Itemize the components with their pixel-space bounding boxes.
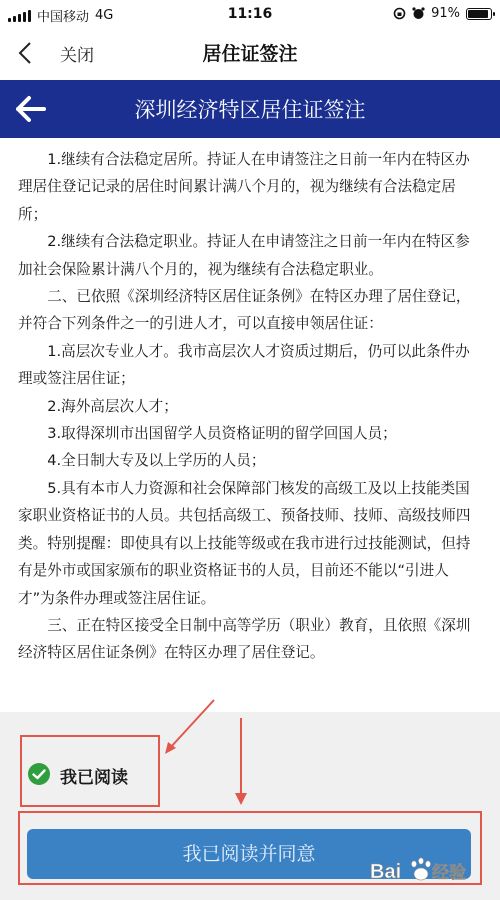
terms-paragraph: 三、正在特区接受全日制中高等学历（职业）教育，且依照《深圳经济特区居住证条例》在特区办理了居住登记。 [18, 616, 471, 662]
carrier-name: 中国移动 [37, 10, 90, 25]
header-band [0, 80, 500, 138]
terms-paragraph: 3.取得深圳市出国留学人员资格证明的留学回国人员； [47, 425, 397, 443]
header-title: 深圳经济特区居住证签注 [134, 98, 366, 122]
baidu-watermark [368, 850, 478, 894]
agree-button[interactable]: 我已阅读并同意 [27, 829, 471, 879]
watermark-text: 经验 [432, 863, 466, 883]
page-title: 居住证签注 [202, 43, 298, 65]
close-button[interactable]: 关闭 [60, 46, 94, 66]
status-bar [0, 0, 500, 30]
battery-fill [468, 10, 488, 18]
nav-bar [0, 30, 500, 76]
read-checkbox-label[interactable]: 我已阅读 [60, 768, 128, 788]
terms-paragraph: 1.高层次专业人才。我市高层次人才资质过期后，仍可以此条件办理或签注居住证； [18, 342, 470, 388]
terms-paragraph: 2.继续有合法稳定职业。持证人在申请签注之日前一年内在特区参加社会保险累计满八个月的，视为继续有合法稳定职业。 [18, 233, 470, 278]
terms-paragraph: 4.全日制大专及以上学历的人员； [47, 452, 266, 470]
terms-paragraph: 二、已依照《深圳经济特区居住证条例》在特区办理了居住登记，并符合下列条件之一的引进人才，可以直接申领居住证： [18, 288, 471, 333]
network-type: 4G [95, 8, 114, 23]
svg-text:Bai: Bai [370, 861, 402, 883]
status-time: 11:16 [227, 6, 273, 22]
terms-paragraph: 1.继续有合法稳定居所。持证人在申请签注之日前一年内在特区办理居住登记记录的居住时间累计满八个月的，视为继续有合法稳定居所； [18, 151, 470, 223]
check-circle-icon[interactable] [28, 763, 50, 785]
rotation-lock-icon [393, 7, 406, 20]
terms-content [18, 146, 484, 667]
status-right [393, 6, 492, 21]
terms-paragraph: 2.海外高层次人才； [47, 397, 178, 415]
battery-icon [466, 8, 492, 20]
alarm-icon [412, 7, 425, 20]
battery-percent: 91% [431, 6, 460, 21]
terms-paragraph: 5.具有本市人力资源和社会保障部门核发的高级工及以上技能类国家职业资格证书的人员。共包括高级工、预备技师、技师、高级技师四类。特别提醒：即使具有以上技能等级或在我市进行过技能测试，但持有是外市或国家颁布的职业资格证书的人员，目前还不能以“引进人才”为条件办理或签注居住证。 [18, 479, 471, 607]
